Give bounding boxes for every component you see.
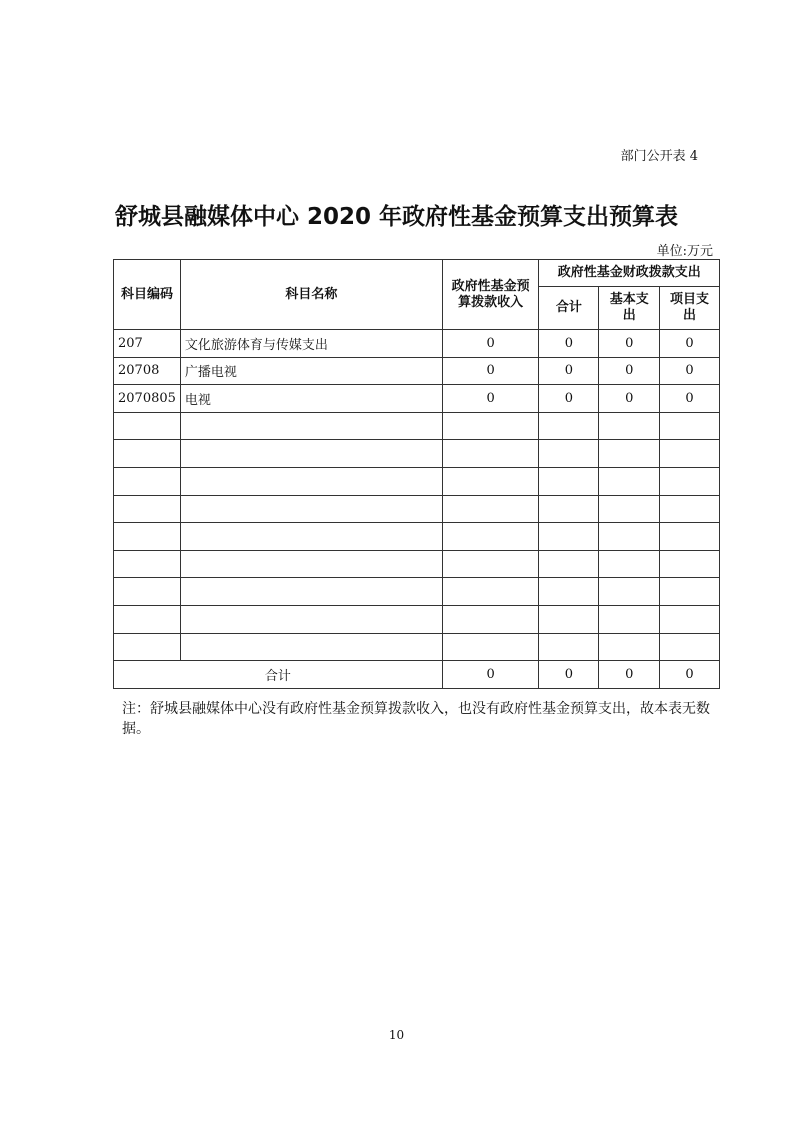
cell-total: 0 [539, 357, 599, 385]
table-row [114, 385, 720, 413]
page-title: 舒城县融媒体中心 2020 年政府性基金预算支出预算表 [114, 204, 679, 230]
header-name: 科目名称 [180, 260, 442, 330]
cell-total: 0 [539, 385, 599, 413]
document-label: 部门公开表 4 [620, 149, 698, 164]
empty-row [114, 605, 720, 633]
header-income: 政府性基金预算拨款收入 [442, 260, 539, 330]
empty-row [114, 495, 720, 523]
empty-row [114, 412, 720, 440]
cell-basic: 0 [599, 357, 660, 385]
budget-table [113, 259, 720, 689]
cell-project: 0 [660, 385, 720, 413]
empty-row [114, 440, 720, 468]
header-expense-group: 政府性基金财政拨款支出 [539, 260, 720, 287]
cell-name: 文化旅游体育与传媒支出 [180, 330, 442, 358]
total-basic: 0 [599, 661, 660, 689]
cell-income: 0 [442, 330, 539, 358]
empty-row [114, 633, 720, 661]
cell-total: 0 [539, 330, 599, 358]
footnote: 注：舒城县融媒体中心没有政府性基金预算拨款收入，也没有政府性基金预算支出，故本表无数据。 [122, 701, 710, 737]
empty-row [114, 467, 720, 495]
total-project: 0 [660, 661, 720, 689]
cell-name: 广播电视 [180, 357, 442, 385]
cell-name: 电视 [180, 385, 442, 413]
cell-basic: 0 [599, 330, 660, 358]
cell-code: 207 [114, 330, 181, 358]
table-row [114, 330, 720, 358]
cell-project: 0 [660, 330, 720, 358]
header-code: 科目编码 [114, 260, 181, 330]
cell-income: 0 [442, 357, 539, 385]
table-row [114, 357, 720, 385]
cell-code: 2070805 [114, 385, 181, 413]
header-project: 项目支出 [660, 287, 720, 330]
total-label: 合计 [114, 661, 443, 689]
cell-project: 0 [660, 357, 720, 385]
empty-row [114, 550, 720, 578]
total-total: 0 [539, 661, 599, 689]
total-row [114, 661, 720, 689]
page-number: 10 [388, 1028, 405, 1042]
header-total: 合计 [539, 287, 599, 330]
header-basic: 基本支出 [599, 287, 660, 330]
cell-basic: 0 [599, 385, 660, 413]
unit-label: 单位:万元 [656, 244, 713, 259]
empty-row [114, 578, 720, 606]
total-income: 0 [442, 661, 539, 689]
cell-code: 20708 [114, 357, 181, 385]
empty-row [114, 523, 720, 551]
cell-income: 0 [442, 385, 539, 413]
